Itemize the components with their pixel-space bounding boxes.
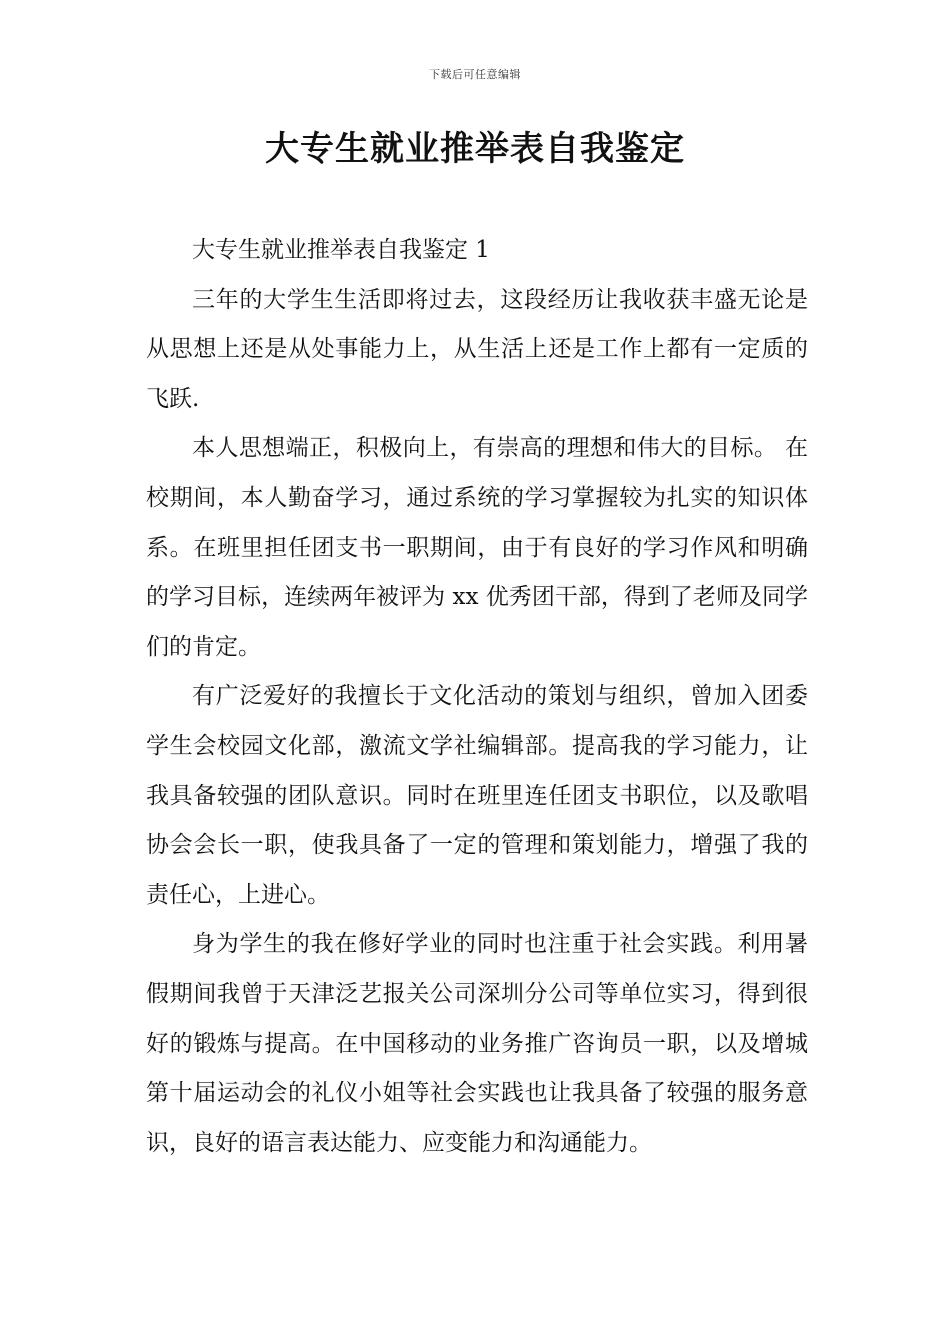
- paragraph-4: 身为学生的我在修好学业的同时也注重于社会实践。利用暑假期间我曾于天津泛艺报关公司深圳分公司等单位实习，得到很好的锻炼与提高。在中国移动的业务推广咨询员一职，以及增城第十届运动会的礼仪小姐等社会实践也让我具备了较强的服务意识，良好的语言表达能力、应变能力和沟通能力。: [146, 931, 808, 1156]
- section-subheading: 大专生就业推举表自我鉴定 1: [192, 237, 490, 263]
- paragraph-2: 本人思想端正，积极向上，有崇高的理想和伟大的目标。 在校期间，本人勤奋学习，通过系统的学习掌握较为扎实的知识体系。在班里担任团支书一职期间，由于有良好的学习作风和明确的学习目标，连续两年被评为 xx 优秀团干部，得到了老师及同学们的肯定。: [146, 435, 808, 660]
- paragraph-1: 三年的大学生生活即将过去，这段经历让我收获丰盛无论是从思想上还是从处事能力上，从生活上还是工作上都有一定质的飞跃.: [146, 286, 808, 412]
- document-title: 大专生就业推举表自我鉴定: [265, 129, 685, 169]
- document-body: [146, 226, 808, 1168]
- paragraph-3: 有广泛爱好的我擅长于文化活动的策划与组织，曾加入团委学生会校园文化部，激流文学社编辑部。提高我的学习能力，让我具备较强的团队意识。同时在班里连任团支书职位，以及歌唱协会会长一职，使我具备了一定的管理和策划能力，增强了我的责任心，上进心。: [146, 683, 808, 908]
- page-header-note: 下载后可任意编辑: [429, 68, 521, 81]
